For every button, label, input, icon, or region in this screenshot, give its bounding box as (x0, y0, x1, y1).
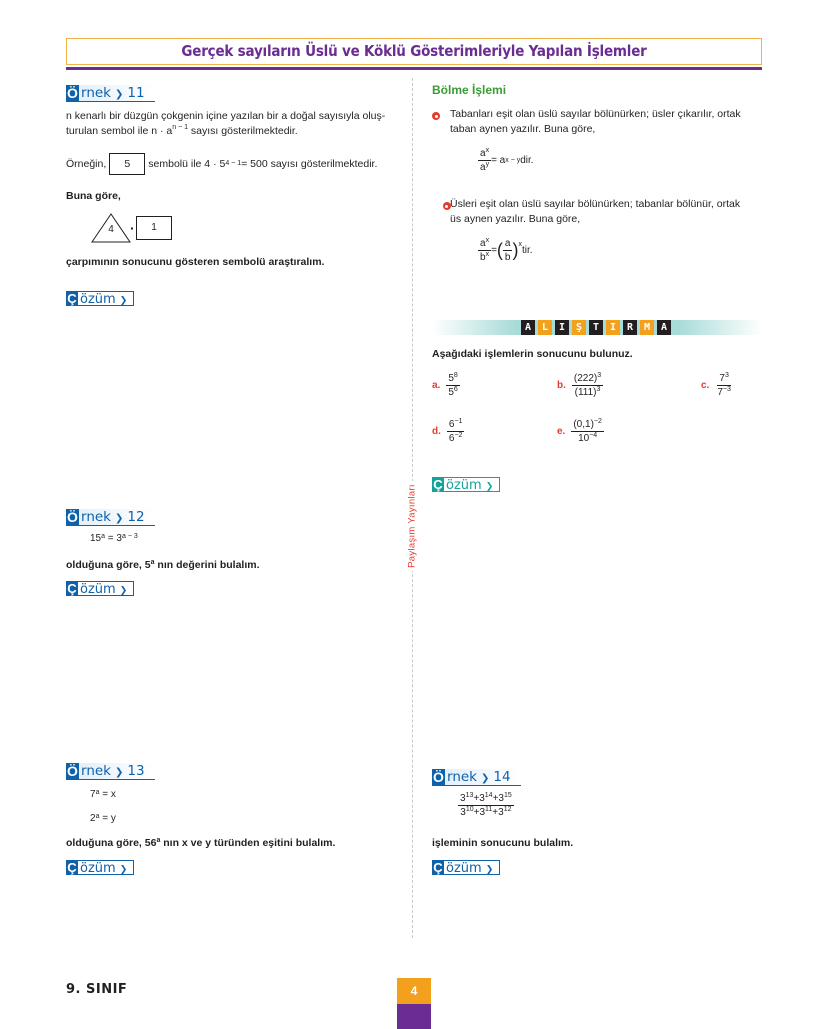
fraction: $\frac{3^{13}+3^{14}+3^{15}}{3^{10}+3^{11}+3^{12}}$ (460, 792, 512, 818)
cozum-heading: Ç özüm ❯ (432, 860, 500, 875)
arrow-icon: ❯ (115, 513, 124, 524)
alistirma-title: A L I Ş T I R M A (521, 320, 671, 335)
fraction: $\frac{a^x}{b^x}$ (480, 237, 490, 263)
page-title: Gerçek sayıların Üslü ve Köklü Gösterimleriyle Yapılan İşlemler (66, 38, 762, 65)
square-symbol-1: 1 (136, 216, 172, 240)
cozum-heading: Ç özüm ❯ (66, 581, 134, 596)
fraction: $\frac{a^x}{a^y}$ (480, 147, 490, 173)
exercise-a: a. $\frac{5^8}{5^6}$ (432, 372, 458, 398)
ornek-11-heading (66, 85, 155, 102)
ornek-13-heading: Ö rnek ❯ 13 (66, 763, 155, 780)
ornek-13-equation-1: $7^a = x$ (90, 789, 116, 800)
cozum-heading: Ç özüm ❯ (66, 291, 134, 306)
exercise-b: b. $\frac{(222)^3}{(111)^3}$ (557, 372, 602, 398)
arrow-icon: ❯ (115, 89, 124, 100)
ornek-12-heading: Ö rnek ❯ 12 (66, 509, 155, 526)
fraction: $\frac{a}{b}$ (504, 238, 511, 263)
ornek-13-equation-2: $2^a = y$ (90, 813, 116, 824)
ornek-14-expression (458, 792, 514, 819)
exercise-c: c. $\frac{7^3}{7^{-3}}$ (701, 372, 731, 398)
ornek-11-question: çarpımının sonucunu gösteren sembolü araştıralım. (66, 256, 325, 268)
arrow-icon: ❯ (119, 586, 128, 596)
arrow-icon: ❯ (485, 482, 494, 492)
cozum-heading: Ç özüm ❯ (432, 477, 500, 492)
ornek-11-text (66, 109, 406, 139)
ornek-12-equation: $15^a = 3^{a - 3}$ (90, 533, 138, 544)
buna-gore: Buna göre, (66, 190, 121, 202)
bullet-icon (432, 112, 440, 120)
ornek-13-question: olduğuna göre, 56$^a$ nın x ve y türünden eşitini bulalım. (66, 837, 336, 849)
bolme-formula-2: $\frac{a^x}{b^x}$ = ( $\frac{a}{b}$ ) $^x$ tir. (480, 237, 533, 263)
exercise-d: d. $\frac{6^{-1}}{6^{-2}}$ (432, 418, 463, 444)
grade-label: 9. SINIF (66, 982, 128, 997)
arrow-icon: ❯ (115, 767, 124, 778)
arrow-icon: ❯ (481, 773, 490, 784)
cozum-heading: Ç özüm ❯ (66, 860, 134, 875)
ornek-12-question: olduğuna göre, 5$^a$ nın değerini bulalım. (66, 559, 260, 571)
ornek-14-question: işleminin sonucunu bulalım. (432, 837, 574, 849)
arrow-icon: ❯ (119, 296, 128, 306)
square-symbol: 5 (109, 153, 145, 175)
paragraph: n kenarlı bir düzgün çokgenin içine yazılan bir a doğal sayısıyla oluş- (66, 110, 386, 122)
paragraph: turulan sembol ile $n \cdot a^{n - 1}$ sayısı gösterilmektedir. (66, 124, 298, 137)
bolme-formula-1: $\frac{a^x}{a^y}$ = a x − y dir. (480, 147, 534, 173)
arrow-icon: ❯ (119, 865, 128, 875)
ornek-label: rnek ❯ 11 (79, 85, 155, 102)
bolme-rule-2: Üsleri eşit olan üslü sayılar bölünürken; tabanlar bölünür, ortak üs aynen yazılır. Buna göre, (450, 198, 741, 225)
alistirma-instruction: Aşağıdaki işlemlerin sonucunu bulunuz. (432, 348, 633, 360)
ornek-number: 11 (127, 85, 145, 101)
multiply-dot: · (130, 220, 135, 236)
title-rule (66, 67, 762, 70)
publisher-side-label: Paylaşım Yayınları (402, 470, 422, 582)
page-tab (397, 1004, 431, 1029)
page-number: 4 (397, 978, 431, 1004)
arrow-icon: ❯ (485, 865, 494, 875)
ornek-14-heading: Ö rnek ❯ 14 (432, 769, 521, 786)
triangle-number: 4 (108, 224, 114, 235)
ornek-11-example: Örneğin, 5 sembolü ile 4 · 5 4 − 1 = 500 sayısı gösterilmektedir. (66, 153, 411, 175)
bolme-islemi-title: Bölme İşlemi (432, 83, 507, 97)
exercise-e: e. $\frac{(0,1)^{-2}}{10^{-4}}$ (557, 418, 602, 444)
ornek-initial: Ö (67, 85, 78, 101)
bolme-rule-1: Tabanları eşit olan üslü sayılar bölünürken; üsler çıkarılır, ortak taban aynen yazılır. Buna göre, (450, 108, 741, 135)
